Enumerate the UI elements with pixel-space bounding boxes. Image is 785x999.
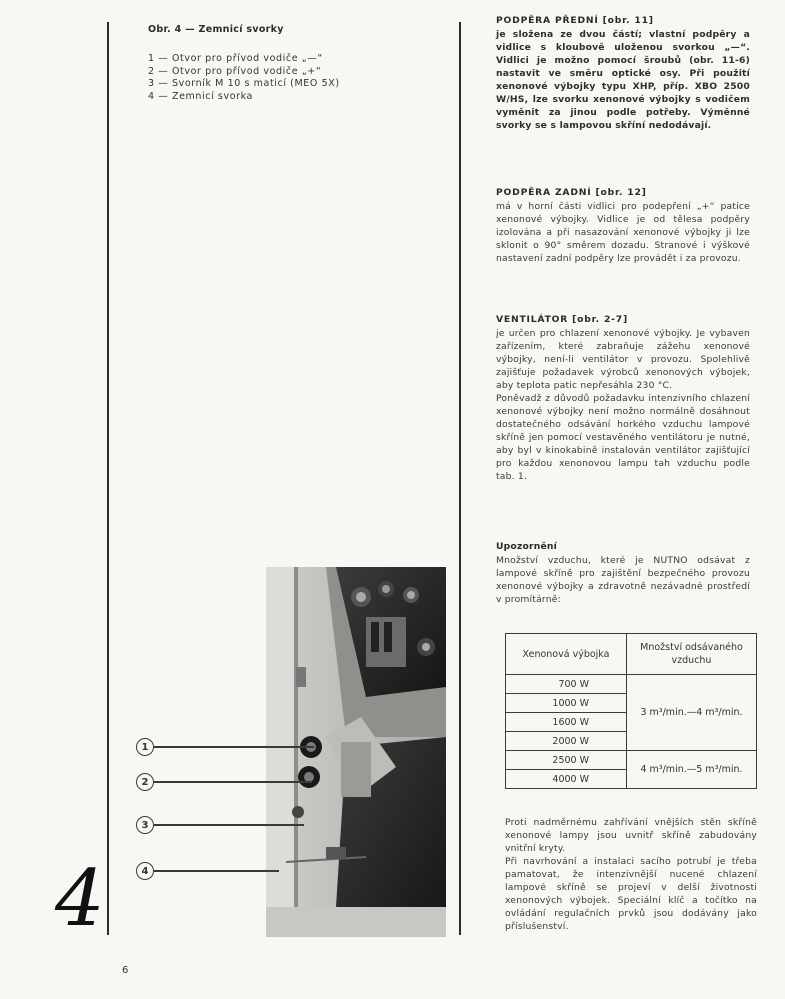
section-closing	[505, 816, 757, 933]
callout-number: 4	[136, 862, 154, 880]
left-vertical-rule	[107, 22, 109, 935]
table-cell: 3 m³/min.—4 m³/min.	[627, 675, 757, 751]
table-cell	[506, 694, 627, 713]
section-ventilator	[496, 313, 750, 483]
section-podpera-zadni	[496, 186, 750, 265]
wattage: 1000 W	[552, 697, 589, 709]
section-text: Poněvadž z důvodů požadavku intenzivního chlazení xenonové výbojky není možno normálně dosáhnout dostatečného odsávání horkého vzduchu lampové skříně jen pomocí vestavěného ventilátoru je nutné, aby byl v kinokabině instalován ventilátor zajišťující pro každou xenonovou lampu tah vzduchu podle tab. 1.	[496, 393, 750, 482]
table-row	[506, 751, 757, 770]
table-cell	[506, 751, 627, 770]
section-text: má v horní části vidlici pro podepření „+“ patice xenonové výbojky. Vidlice je od tělesa podpěry izolována a při nasazování xenonové výbojky ji lze sklonit o 90° směrem dozadu. Stranové i výškové nastavení zadní podpěry lze provádět i za provozu.	[496, 201, 750, 264]
airflow-table	[505, 633, 757, 789]
callout-2	[136, 773, 312, 791]
section-heading: Upozornění	[496, 541, 558, 552]
section-podpera-predni	[496, 14, 750, 132]
section-text: Při navrhování a instalaci sacího potrubí je třeba pamatovat, že intenzivnější nucené chlazení lampové skříně se projeví v delší životnosti xenonových výbojek. Speciální klíč a točítko na ovládání regulačních prvků jsou dodávány jako příslušenství.	[505, 856, 757, 932]
callout-3	[136, 816, 304, 834]
section-text: Proti nadměrnému zahřívání vnějších stěn skříně xenonové lampy jsou uvnitř skříně zabudovány vnitřní kryty.	[505, 817, 757, 854]
section-text: je určen pro chlazení xenonové výbojky. Je vybaven zařízením, které zabraňuje zážehu xenonové výbojky, není-li ventilátor v provozu. Spolehlivě zajišťuje požadavek výrobců xenonových výbojek, aby teplota patic nepřesáhla 230 °C.	[496, 328, 750, 391]
callout-number: 1	[136, 738, 154, 756]
section-text: je složena ze dvou částí; vlastní podpěry a vidlice s kloubově uloženou svorkou „—“. Vidlici je možno pomocí šroubů (obr. 11-6) nastavit ve směru optické osy. Při použití xenonové výbojky typu XHP, příp. XBO 2500 W/HS, lze svorku xenonové výbojky s vodičem vyměnit za jinou podle potřeby. Výměnné svorky se s lampovou skříní nedodávají.	[496, 29, 750, 131]
section-text: Množství vzduchu, které je NUTNO odsávat z lampové skříně pro zajištění bezpečného provozu xenonové výbojky a zdravotně nezávadné prostředí v promítárně:	[496, 555, 750, 605]
section-heading: VENTILÁTOR [obr. 2-7]	[496, 314, 628, 325]
legend-item: 2 — Otvor pro přívod vodiče „+“	[148, 65, 322, 77]
wattage: 2000 W	[552, 735, 589, 747]
table-header-row	[506, 634, 757, 675]
legend-item: 3 — Svorník M 10 s maticí (MEO 5X)	[148, 78, 340, 89]
legend-item: 4 — Zemnicí svorka	[148, 90, 253, 102]
section-heading: PODPĚRA ZADNÍ [obr. 12]	[496, 187, 647, 198]
table-cell: 4 m³/min.—5 m³/min.	[627, 751, 757, 789]
table-header-cell: Množství odsávaného vzduchu	[627, 634, 757, 675]
table-cell	[506, 675, 627, 694]
callout-leader-line	[154, 870, 279, 871]
callout-leader-line	[154, 746, 314, 747]
legend-item: 1 — Otvor pro přívod vodiče „—“	[148, 53, 323, 64]
center-vertical-rule	[459, 22, 461, 935]
callout-number: 2	[136, 773, 154, 791]
wattage: 4000 W	[552, 773, 589, 785]
figure-large-number: 4	[55, 854, 105, 944]
table-row	[506, 675, 757, 694]
figure-legend	[148, 53, 340, 103]
wattage: 2500 W	[552, 754, 589, 766]
wattage: 700 W	[558, 678, 589, 690]
callout-leader-line	[154, 781, 312, 782]
wattage: 1600 W	[552, 716, 589, 728]
table-cell	[506, 713, 627, 732]
table-cell	[506, 770, 627, 789]
figure-title: Obr. 4 — Zemnicí svorky	[148, 24, 284, 35]
callout-4	[136, 862, 279, 880]
callout-1	[136, 738, 314, 756]
page-number: 6	[122, 965, 129, 976]
callout-number: 3	[136, 816, 154, 834]
section-upozorneni	[496, 540, 750, 606]
table-cell	[506, 732, 627, 751]
table-header-cell: Xenonová výbojka	[506, 634, 627, 675]
section-heading: PODPĚRA PŘEDNÍ [obr. 11]	[496, 15, 654, 26]
callout-leader-line	[154, 824, 304, 825]
